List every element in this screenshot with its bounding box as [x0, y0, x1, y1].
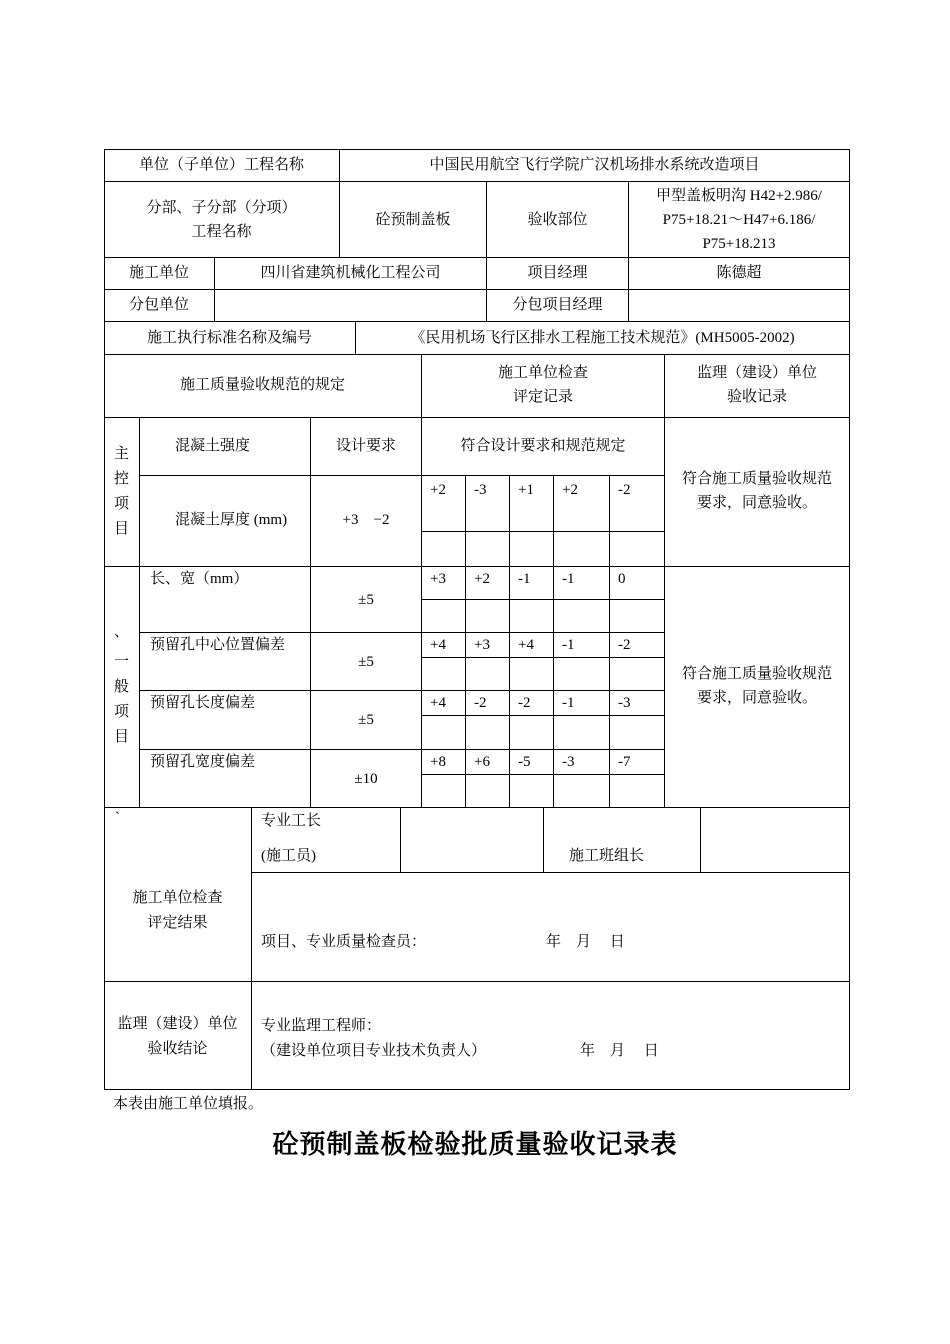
length-width-req: ±5	[358, 592, 374, 608]
foreman-label-1: 专业工长	[261, 813, 322, 829]
supervision-label-2: 验收结论	[147, 1041, 208, 1057]
contractor-value: 四川省建筑机械化工程公司	[260, 265, 441, 281]
sub-project-value: 砼预制盖板	[375, 212, 451, 228]
value-cell: +6	[474, 754, 490, 770]
footnote: 本表由施工单位填报。	[113, 1096, 264, 1112]
value-cell: +4	[518, 637, 534, 653]
value-cell: -1	[562, 695, 575, 711]
supervising-engineer-label: 专业监理工程师：	[261, 1018, 382, 1034]
subcontractor-label: 分包单位	[128, 297, 189, 313]
value-cell: -1	[518, 571, 531, 587]
main-control-conclusion-1: 符合施工质量验收规范	[681, 471, 832, 487]
supervision-label-1: 监理（建设）单位	[117, 1016, 238, 1032]
project-manager-value: 陈德超	[716, 265, 762, 281]
inspect-part-label: 验收部位	[527, 212, 588, 228]
length-width-item: 长、宽（mm）	[150, 571, 249, 587]
project-manager-label: 项目经理	[527, 265, 588, 281]
value-cell: +4	[430, 695, 446, 711]
hole-length-item: 预留孔长度偏差	[150, 695, 256, 711]
sub-project-label-2: 工程名称	[191, 224, 252, 240]
page-title: 砼预制盖板检验批质量验收记录表	[272, 1130, 678, 1160]
value-cell: +3	[474, 637, 490, 653]
concrete-thickness-req: +3 −2	[342, 512, 390, 528]
value-cell: +1	[518, 482, 534, 498]
standard-label: 施工执行标准名称及编号	[146, 330, 312, 346]
inspector-date: 年 月 日	[546, 934, 625, 950]
check-column-header-1: 施工单位检查	[497, 365, 588, 381]
value-cell: -2	[474, 695, 487, 711]
value-cell: +3	[430, 571, 446, 587]
value-cell: -2	[518, 695, 531, 711]
hole-center-item: 预留孔中心位置偏差	[150, 637, 286, 653]
inspect-part-value-3: P75+18.213	[702, 236, 776, 252]
value-cell: -1	[562, 637, 575, 653]
result-label-1: 施工单位检查	[132, 890, 223, 906]
check-column-header-2: 评定记录	[512, 389, 573, 405]
team-leader-label: 施工班组长	[569, 848, 645, 864]
hole-width-req: ±10	[354, 771, 378, 787]
value-cell: -3	[562, 754, 575, 770]
tick-mark: `	[115, 810, 120, 826]
value-cell: -2	[618, 637, 631, 653]
foreman-label-2: (施工员)	[261, 848, 316, 864]
value-cell: +2	[430, 482, 446, 498]
general-conclusion-1: 符合施工质量验收规范	[681, 666, 832, 682]
value-cell: +8	[430, 754, 446, 770]
standard-value: 《民用机场飞行区排水工程施工技术规范》(MH5005-2002)	[410, 330, 795, 346]
value-cell: 0	[618, 571, 626, 587]
value-cell: -3	[618, 695, 631, 711]
value-cell: +4	[430, 637, 446, 653]
result-label-2: 评定结果	[147, 915, 208, 931]
supervise-column-header-1: 监理（建设）单位	[696, 365, 817, 381]
value-cell: -3	[474, 482, 487, 498]
concrete-strength-req: 设计要求	[335, 438, 396, 454]
value-cell: +2	[474, 571, 490, 587]
value-cell: -2	[618, 482, 631, 498]
value-cell: -5	[518, 754, 531, 770]
sub-pm-label: 分包项目经理	[512, 297, 603, 313]
value-cell: -1	[562, 571, 575, 587]
hole-width-item: 预留孔宽度偏差	[150, 754, 256, 770]
value-cell: +2	[562, 482, 578, 498]
value-cell: -7	[618, 754, 631, 770]
sub-project-label-1: 分部、子分部（分项）	[146, 200, 297, 216]
inspect-part-value-1: 甲型盖板明沟 H42+2.986/	[656, 188, 822, 204]
main-control-conclusion-2: 要求，同意验收。	[696, 495, 817, 511]
unit-label: 单位（子单位）工程名称	[138, 157, 304, 173]
supervision-date: 年 月 日	[580, 1043, 659, 1059]
concrete-thickness-item: 混凝土厚度 (mm)	[175, 512, 288, 528]
hole-length-req: ±5	[358, 712, 374, 728]
owner-tech-lead-label: （建设单位项目专业技术负责人）	[261, 1043, 487, 1059]
contractor-label: 施工单位	[128, 265, 189, 281]
concrete-strength-record: 符合设计要求和规范规定	[460, 438, 626, 454]
concrete-strength-item: 混凝土强度	[175, 438, 251, 454]
unit-value: 中国民用航空飞行学院广汉机场排水系统改造项目	[429, 157, 760, 173]
supervise-column-header-2: 验收记录	[726, 389, 787, 405]
spec-column-header: 施工质量验收规范的规定	[179, 377, 345, 393]
inspector-label: 项目、专业质量检查员：	[261, 934, 427, 950]
hole-center-req: ±5	[358, 654, 374, 670]
inspect-part-value-2: P75+18.21～H47+6.186/	[662, 212, 816, 228]
general-conclusion-2: 要求，同意验收。	[696, 690, 817, 706]
